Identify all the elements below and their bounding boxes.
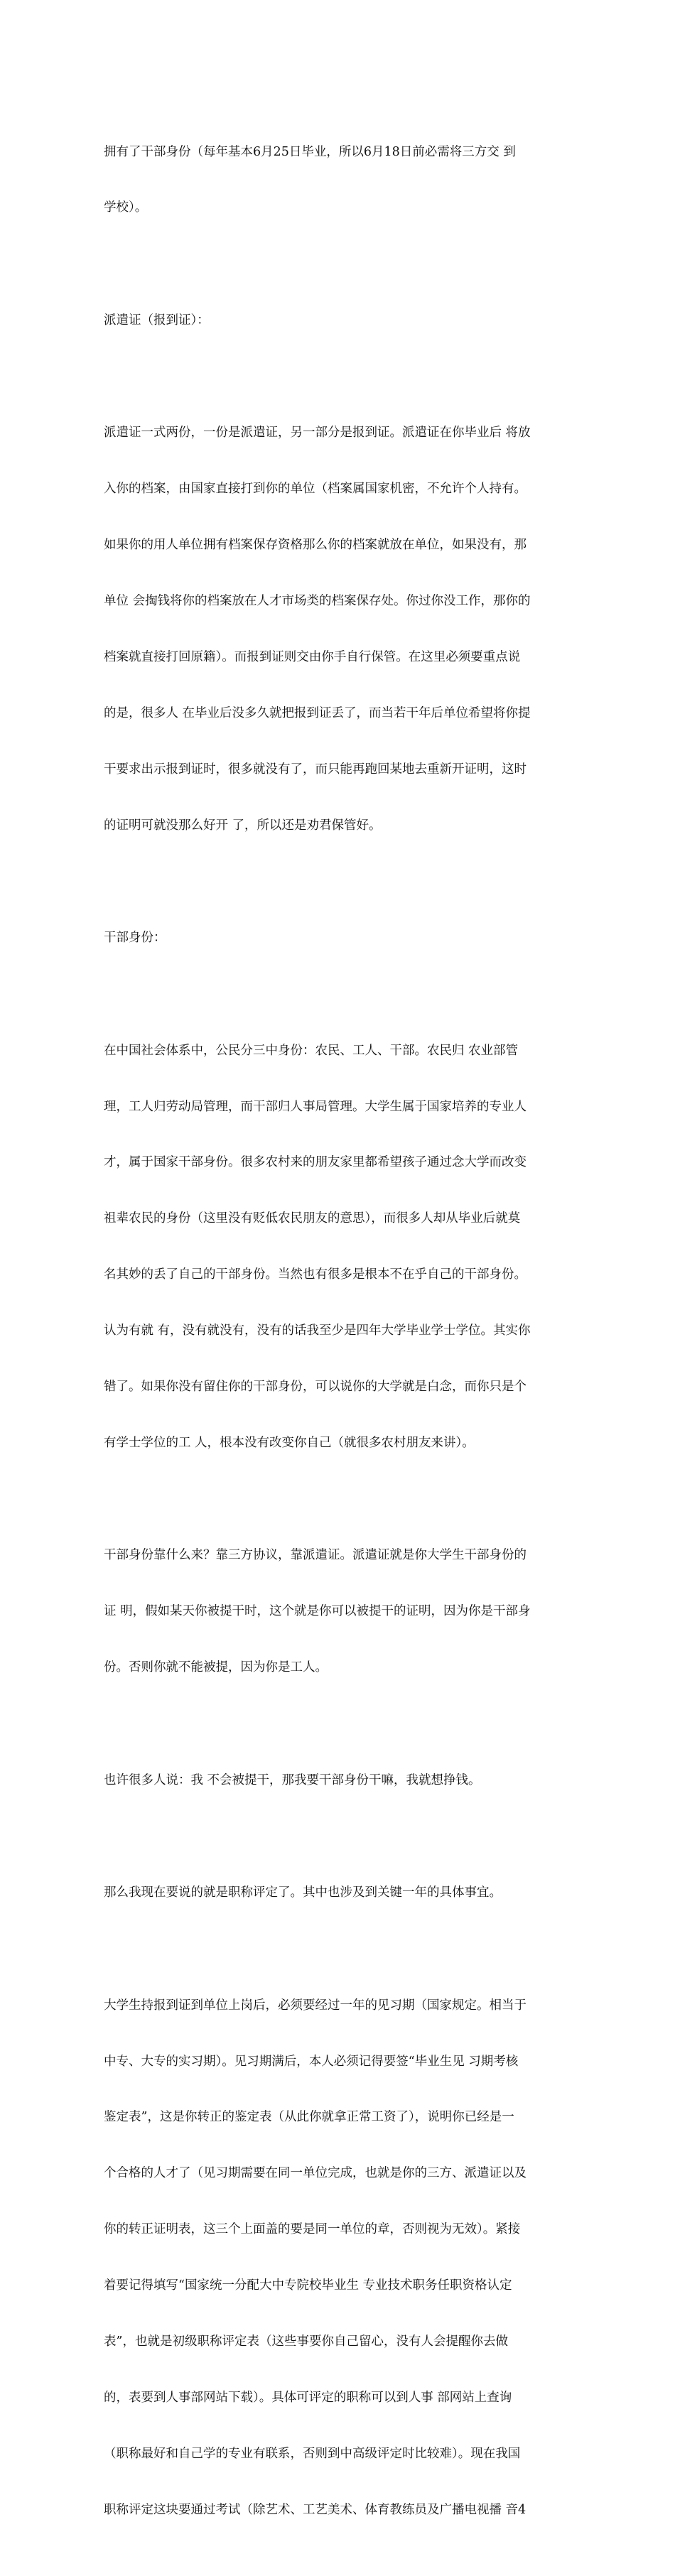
- text-line: 派遣证（报到证）：: [104, 313, 210, 328]
- text-line: 名其妙的丢了自己的干部身份。当然也有很多是根本不在乎自己的干部身份。: [104, 1267, 526, 1282]
- paragraph-p6: [104, 1509, 578, 1714]
- paragraph-p3: [104, 386, 578, 872]
- text-line: 才，属于国家干部身份。很多农村来的朋友家里都希望孩子通过念大学而改变: [104, 1155, 526, 1170]
- section-heading-dispatch-certificate: [104, 274, 578, 367]
- text-line: 证 明，假如某天你被提干时，这个就是你可以被提干的证明，因为你是干部身: [104, 1604, 531, 1619]
- text-line: （职称最好和自己学的专业有联系，否则到中高级评定时比较难）。现在我国: [104, 2446, 521, 2461]
- document-body: [104, 105, 578, 2576]
- paragraph-p9: [104, 1959, 578, 2557]
- text-line: 份。否则你就不能被提，因为你是工人。: [104, 1660, 328, 1675]
- text-line: 有学士学位的工 人，根本没有改变你自己（就很多农村朋友来讲）。: [104, 1435, 475, 1450]
- section-heading-cadre-identity: [104, 892, 578, 985]
- text-line: 拥有了干部身份（每年基本6月25日毕业，所以6月18日前必需将三方交 到: [104, 144, 516, 159]
- text-line: 那么我现在要说的就是职称评定了。其中也涉及到关键一年的具体事宜。: [104, 1885, 502, 1900]
- text-line: 派遣证一式两份，一份是派遣证，另一部分是报到证。派遣证在你毕业后 将放: [104, 426, 531, 440]
- text-line: 单位 会掏钱将你的档案放在人才市场类的档案保存处。你过你没工作，那你的: [104, 594, 531, 609]
- text-line: 认为有就 有，没有就没有，没有的话我至少是四年大学毕业学士学位。其实你: [104, 1324, 531, 1338]
- text-line: 中专、大专的实习期）。见习期满后，本人必须记得要签“毕业生见 习期考核: [104, 2054, 519, 2069]
- text-line: 祖辈农民的身份（这里没有贬低农民朋友的意思），而很多人却从毕业后就莫: [104, 1211, 521, 1226]
- paragraph-p1: [104, 105, 578, 254]
- text-line: 的，表要到人事部网站下载）。具体可评定的职称可以到人事 部网站上查询: [104, 2390, 512, 2405]
- text-line: 大学生持报到证到单位上岗后，必须要经过一年的见习期（国家规定。相当于: [104, 1998, 526, 2013]
- text-line: 错了。如果你没有留住你的干部身份，可以说你的大学就是白念，而你只是个: [104, 1380, 526, 1394]
- text-line: 也许很多人说：我 不会被提干，那我要干部身份干嘛，我就想挣钱。: [104, 1773, 481, 1787]
- text-line: 你的转正证明表，这三个上面盖的要是同一单位的章，否则视为无效）。紧接: [104, 2222, 521, 2237]
- text-line: 干要求出示报到证时，很多就没有了，而只能再跑回某地去重新开证明，这时: [104, 762, 526, 776]
- text-line: 鉴定表”，这是你转正的鉴定表（从此你就拿正常工资了），说明你已经是一: [104, 2110, 514, 2125]
- text-line: 理，工人归劳动局管理，而干部归人事局管理。大学生属于国家培养的专业人: [104, 1099, 526, 1114]
- text-line: 学校）。: [104, 200, 148, 215]
- paragraph-p7: [104, 1733, 578, 1827]
- text-line: 档案就直接打回原籍）。而报到证则交由你手自行保管。在这里必须要重点说: [104, 650, 521, 665]
- text-line: 表”，也就是初级职称评定表（这些事要你自己留心，没有人会提醒你去做: [104, 2334, 508, 2349]
- text-line: 的证明可就没那么好开 了，所以还是劝君保管好。: [104, 818, 382, 833]
- text-line: 个合格的人才了（见习期需要在同一单位完成，也就是你的三方、派遣证以及: [104, 2166, 526, 2181]
- text-line: 干部身份：: [104, 931, 166, 946]
- text-line: 在中国社会体系中，公民分三中身份：农民、工人、干部。农民归 农业部管: [104, 1043, 519, 1058]
- text-line: 着要记得填写“国家统一分配大中专院校毕业生 专业技术职务任职资格认定: [104, 2278, 512, 2293]
- paragraph-p5: [104, 1004, 578, 1490]
- paragraph-p8: [104, 1846, 578, 1939]
- text-line: 入你的档案，由国家直接打到你的单位（档案属国家机密，不允许个人持有。: [104, 482, 526, 497]
- text-line: 职称评定这块要通过考试（除艺术、工艺美术、体育教练员及广播电视播 音4: [104, 2502, 526, 2517]
- text-line: 的是，很多人 在毕业后没多久就把报到证丢了，而当若干年后单位希望将你提: [104, 705, 531, 720]
- text-line: 如果你的用人单位拥有档案保存资格那么你的档案就放在单位，如果没有，那: [104, 538, 526, 553]
- text-line: 干部身份靠什么来？靠三方协议，靠派遣证。派遣证就是你大学生干部身份的: [104, 1548, 526, 1563]
